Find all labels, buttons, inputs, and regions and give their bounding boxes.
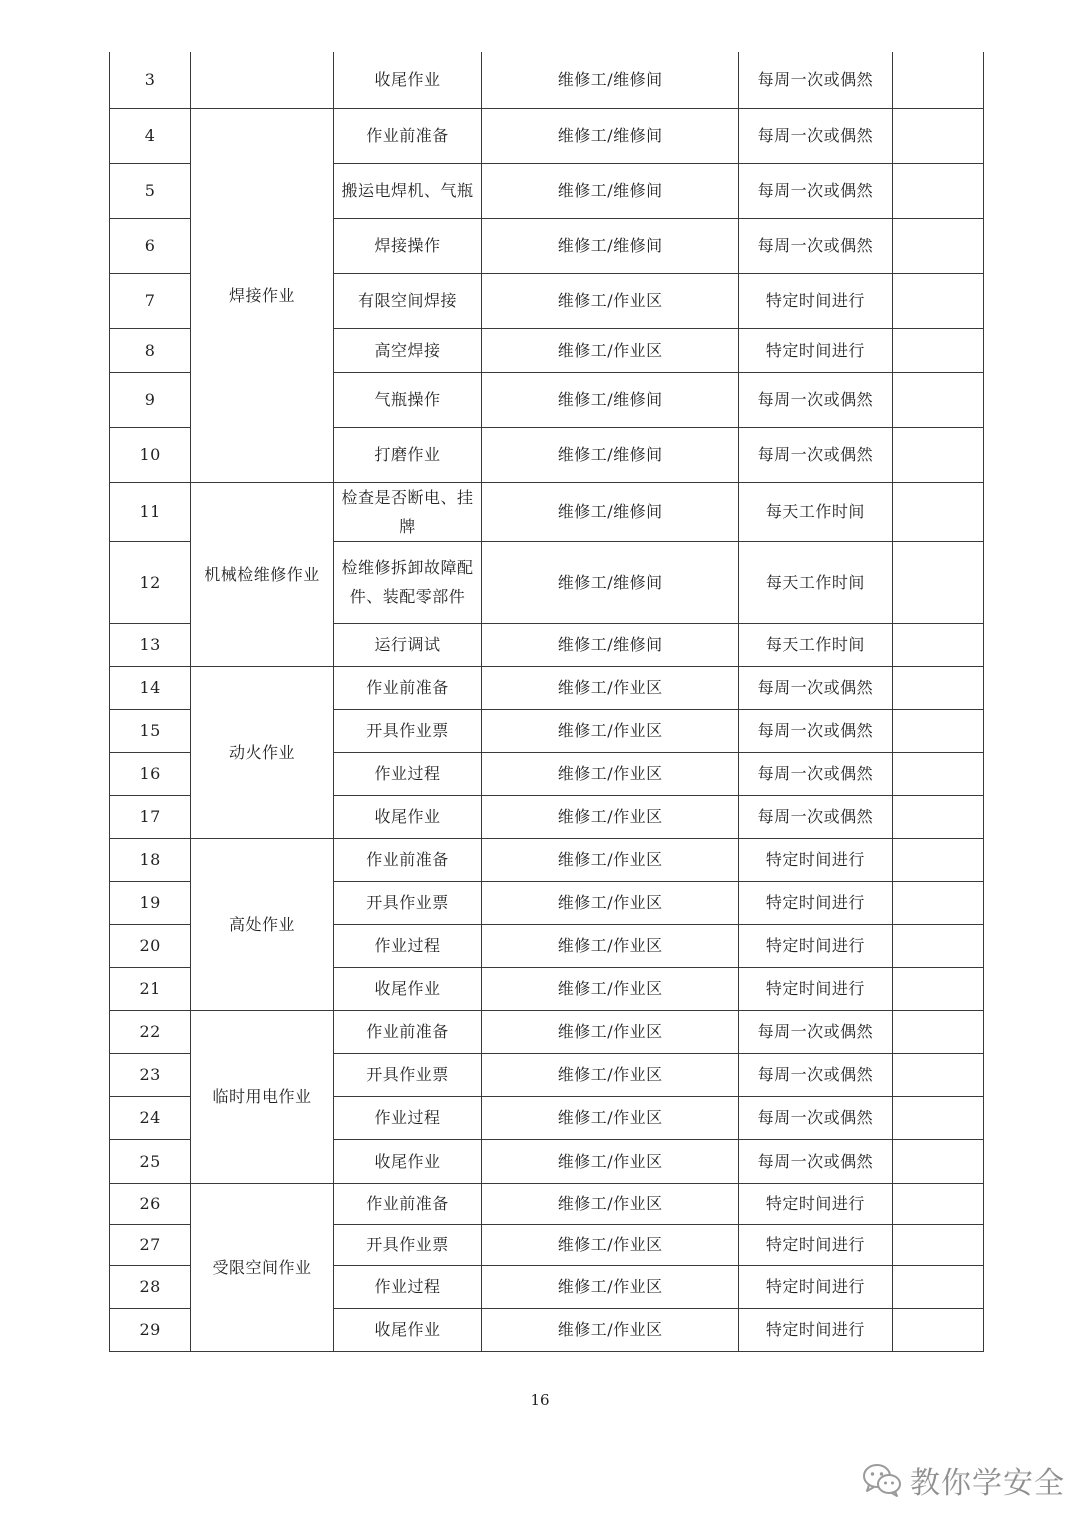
category-cell-empty (191, 52, 333, 108)
frequency-cell: 每周一次或偶然 (739, 795, 893, 838)
row-number: 28 (110, 1265, 191, 1308)
blank-cell (892, 924, 983, 967)
person-location-cell: 维修工/作业区 (482, 273, 739, 328)
step-cell: 运行调试 (333, 623, 482, 666)
blank-cell (892, 1224, 983, 1265)
frequency-cell: 每天工作时间 (739, 482, 893, 541)
row-number: 17 (110, 795, 191, 838)
blank-cell (892, 482, 983, 541)
row-number: 7 (110, 273, 191, 328)
frequency-cell: 每周一次或偶然 (739, 218, 893, 273)
step-cell: 收尾作业 (333, 795, 482, 838)
step-cell: 检查是否断电、挂牌 (333, 482, 482, 541)
frequency-cell: 每周一次或偶然 (739, 709, 893, 752)
row-number: 22 (110, 1010, 191, 1053)
category-cell: 机械检维修作业 (191, 482, 333, 666)
category-cell: 高处作业 (191, 838, 333, 1010)
row-number: 5 (110, 163, 191, 218)
table-row (110, 666, 984, 709)
step-cell: 作业过程 (333, 924, 482, 967)
blank-cell (892, 666, 983, 709)
frequency-cell: 特定时间进行 (739, 881, 893, 924)
step-cell: 开具作业票 (333, 1053, 482, 1096)
person-location-cell: 维修工/作业区 (482, 1308, 739, 1351)
person-location-cell: 维修工/作业区 (482, 967, 739, 1010)
person-location-cell: 维修工/作业区 (482, 1183, 739, 1224)
person-location-cell: 维修工/作业区 (482, 795, 739, 838)
table-row (110, 52, 984, 108)
blank-cell (892, 752, 983, 795)
frequency-cell: 特定时间进行 (739, 1265, 893, 1308)
row-number: 14 (110, 666, 191, 709)
person-location-cell: 维修工/维修间 (482, 52, 739, 108)
page-number: 16 (530, 1391, 550, 1409)
row-number: 8 (110, 328, 191, 372)
step-cell: 作业前准备 (333, 838, 482, 881)
frequency-cell: 每天工作时间 (739, 623, 893, 666)
row-number: 26 (110, 1183, 191, 1224)
person-location-cell: 维修工/作业区 (482, 838, 739, 881)
person-location-cell: 维修工/维修间 (482, 218, 739, 273)
step-cell: 作业前准备 (333, 1010, 482, 1053)
frequency-cell: 特定时间进行 (739, 924, 893, 967)
row-number: 25 (110, 1139, 191, 1183)
blank-cell (892, 795, 983, 838)
person-location-cell: 维修工/作业区 (482, 666, 739, 709)
frequency-cell: 特定时间进行 (739, 967, 893, 1010)
person-location-cell: 维修工/作业区 (482, 1139, 739, 1183)
frequency-cell: 每周一次或偶然 (739, 52, 893, 108)
row-number: 9 (110, 372, 191, 427)
blank-cell (892, 108, 983, 163)
step-cell: 有限空间焊接 (333, 273, 482, 328)
blank-cell (892, 427, 983, 482)
category-cell: 动火作业 (191, 666, 333, 838)
step-cell: 收尾作业 (333, 1308, 482, 1351)
step-cell: 收尾作业 (333, 1139, 482, 1183)
blank-cell (892, 273, 983, 328)
frequency-cell: 特定时间进行 (739, 328, 893, 372)
row-number: 21 (110, 967, 191, 1010)
frequency-cell: 每周一次或偶然 (739, 108, 893, 163)
step-cell: 焊接操作 (333, 218, 482, 273)
frequency-cell: 每天工作时间 (739, 541, 893, 623)
step-cell: 作业过程 (333, 1096, 482, 1139)
person-location-cell: 维修工/维修间 (482, 427, 739, 482)
frequency-cell: 每周一次或偶然 (739, 1096, 893, 1139)
wechat-icon (862, 1462, 902, 1498)
watermark-text: 教你学安全 (910, 1466, 1065, 1501)
table-row (110, 1010, 984, 1053)
watermark (862, 1458, 1065, 1502)
row-number: 12 (110, 541, 191, 623)
step-cell: 作业过程 (333, 1265, 482, 1308)
person-location-cell: 维修工/作业区 (482, 752, 739, 795)
category-cell: 临时用电作业 (191, 1010, 333, 1183)
table-row (110, 838, 984, 881)
step-cell: 开具作业票 (333, 881, 482, 924)
step-cell: 开具作业票 (333, 709, 482, 752)
blank-cell (892, 1053, 983, 1096)
frequency-cell: 每周一次或偶然 (739, 1010, 893, 1053)
person-location-cell: 维修工/维修间 (482, 541, 739, 623)
blank-cell (892, 218, 983, 273)
blank-cell (892, 372, 983, 427)
frequency-cell: 特定时间进行 (739, 273, 893, 328)
row-number: 20 (110, 924, 191, 967)
blank-cell (892, 623, 983, 666)
row-number: 18 (110, 838, 191, 881)
step-cell: 作业过程 (333, 752, 482, 795)
person-location-cell: 维修工/作业区 (482, 1010, 739, 1053)
row-number: 16 (110, 752, 191, 795)
table-row (110, 108, 984, 163)
frequency-cell: 特定时间进行 (739, 838, 893, 881)
person-location-cell: 维修工/维修间 (482, 108, 739, 163)
step-cell: 收尾作业 (333, 52, 482, 108)
row-number: 23 (110, 1053, 191, 1096)
row-number: 15 (110, 709, 191, 752)
step-cell: 开具作业票 (333, 1224, 482, 1265)
person-location-cell: 维修工/作业区 (482, 1053, 739, 1096)
blank-cell (892, 1096, 983, 1139)
blank-cell (892, 967, 983, 1010)
person-location-cell: 维修工/维修间 (482, 163, 739, 218)
person-location-cell: 维修工/作业区 (482, 1265, 739, 1308)
step-cell: 搬运电焊机、气瓶 (333, 163, 482, 218)
frequency-cell: 每周一次或偶然 (739, 752, 893, 795)
person-location-cell: 维修工/作业区 (482, 709, 739, 752)
frequency-cell: 特定时间进行 (739, 1224, 893, 1265)
frequency-cell: 每周一次或偶然 (739, 427, 893, 482)
row-number: 27 (110, 1224, 191, 1265)
blank-cell (892, 52, 983, 108)
blank-cell (892, 163, 983, 218)
category-cell: 受限空间作业 (191, 1183, 333, 1351)
row-number: 13 (110, 623, 191, 666)
person-location-cell: 维修工/维修间 (482, 482, 739, 541)
step-cell: 作业前准备 (333, 1183, 482, 1224)
step-cell: 气瓶操作 (333, 372, 482, 427)
blank-cell (892, 1010, 983, 1053)
step-cell: 打磨作业 (333, 427, 482, 482)
frequency-cell: 每周一次或偶然 (739, 1053, 893, 1096)
person-location-cell: 维修工/维修间 (482, 623, 739, 666)
person-location-cell: 维修工/作业区 (482, 1096, 739, 1139)
person-location-cell: 维修工/维修间 (482, 372, 739, 427)
job-hazard-table (109, 52, 984, 1352)
frequency-cell: 特定时间进行 (739, 1308, 893, 1351)
blank-cell (892, 1308, 983, 1351)
step-cell: 检维修拆卸故障配件、装配零部件 (333, 541, 482, 623)
row-number: 10 (110, 427, 191, 482)
blank-cell (892, 1183, 983, 1224)
row-number: 24 (110, 1096, 191, 1139)
blank-cell (892, 1265, 983, 1308)
frequency-cell: 每周一次或偶然 (739, 666, 893, 709)
frequency-cell: 每周一次或偶然 (739, 1139, 893, 1183)
category-cell: 焊接作业 (191, 108, 333, 482)
step-cell: 收尾作业 (333, 967, 482, 1010)
table-row (110, 482, 984, 541)
row-number: 29 (110, 1308, 191, 1351)
table-row (110, 1183, 984, 1224)
person-location-cell: 维修工/作业区 (482, 881, 739, 924)
blank-cell (892, 709, 983, 752)
step-cell: 作业前准备 (333, 666, 482, 709)
person-location-cell: 维修工/作业区 (482, 328, 739, 372)
frequency-cell: 每周一次或偶然 (739, 372, 893, 427)
row-number: 4 (110, 108, 191, 163)
step-cell: 作业前准备 (333, 108, 482, 163)
person-location-cell: 维修工/作业区 (482, 924, 739, 967)
person-location-cell: 维修工/作业区 (482, 1224, 739, 1265)
blank-cell (892, 541, 983, 623)
blank-cell (892, 328, 983, 372)
frequency-cell: 每周一次或偶然 (739, 163, 893, 218)
blank-cell (892, 1139, 983, 1183)
frequency-cell: 特定时间进行 (739, 1183, 893, 1224)
row-number: 19 (110, 881, 191, 924)
step-cell: 高空焊接 (333, 328, 482, 372)
row-number: 3 (110, 52, 191, 108)
row-number: 11 (110, 482, 191, 541)
row-number: 6 (110, 218, 191, 273)
blank-cell (892, 838, 983, 881)
blank-cell (892, 881, 983, 924)
